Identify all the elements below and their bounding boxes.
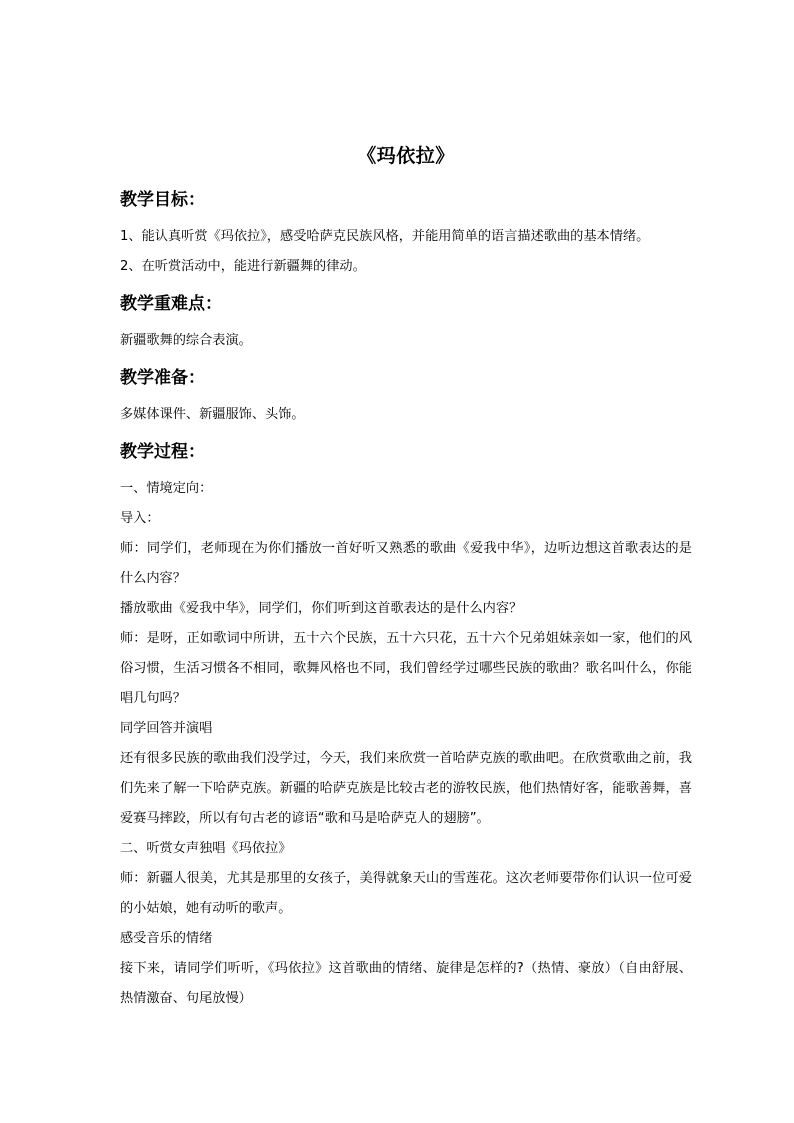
process-paragraph: 师：新疆人很美，尤其是那里的女孩子，美得就象天山的雪莲花。这次老师要带你们认识一位可爱的小姑娘，她有动听的歌声。 bbox=[120, 871, 692, 916]
process-paragraph: 接下来，请同学们听听，《玛依拉》这首歌曲的情绪、旋律是怎样的?（热情、豪放）（自由舒展、热情激奋、句尾放慢） bbox=[120, 961, 692, 1006]
heading-key-points: 教学重难点： bbox=[120, 294, 222, 314]
heading-teaching-process: 教学过程： bbox=[120, 442, 205, 462]
process-paragraph: 感受音乐的情绪 bbox=[120, 931, 213, 946]
heading-preparation: 教学准备： bbox=[120, 368, 205, 388]
preparation-text: 多媒体课件、新疆服饰、头饰。 bbox=[120, 407, 305, 422]
goal-item-2: 2、在听赏活动中，能进行新疆舞的律动。 bbox=[120, 259, 366, 274]
document-title: 《玛依拉》 bbox=[357, 145, 455, 167]
process-paragraph: 二、听赏女声独唱《玛依拉》 bbox=[120, 841, 292, 856]
process-paragraph: 一、情境定向： bbox=[120, 481, 213, 496]
document-body bbox=[120, 142, 692, 1014]
process-paragraph: 师：是呀，正如歌词中所讲，五十六个民族，五十六只花，五十六个兄弟姐妹亲如一家，他们的风俗习惯，生活习惯各不相同，歌舞风格也不同，我们曾经学过哪些民族的歌曲？歌名叫什么，你能唱几句吗？ bbox=[120, 631, 692, 706]
key-points-text: 新疆歌舞的综合表演。 bbox=[120, 333, 252, 348]
process-paragraph: 还有很多民族的歌曲我们没学过，今天，我们来欣赏一首哈萨克族的歌曲吧。在欣赏歌曲之前，我们先来了解一下哈萨克族。新疆的哈萨克族是比较古老的游牧民族，他们热情好客，能歌善舞，喜爱赛马摔跤，所以有句古老的谚语“歌和马是哈萨克人的翅膀”。 bbox=[120, 751, 692, 826]
process-paragraph: 同学回答并演唱 bbox=[120, 721, 213, 736]
process-paragraph: 导入： bbox=[120, 511, 160, 526]
process-paragraph: 师：同学们，老师现在为你们播放一首好听又熟悉的歌曲《爱我中华》，边听边想这首歌表达的是什么内容？ bbox=[120, 541, 692, 586]
heading-teaching-goals: 教学目标： bbox=[120, 190, 205, 210]
process-paragraph: 播放歌曲《爱我中华》，同学们，你们听到这首歌表达的是什么内容？ bbox=[120, 601, 523, 616]
goal-item-1: 1、能认真听赏《玛依拉》，感受哈萨克民族风格，并能用简单的语言描述歌曲的基本情绪。 bbox=[120, 229, 650, 244]
